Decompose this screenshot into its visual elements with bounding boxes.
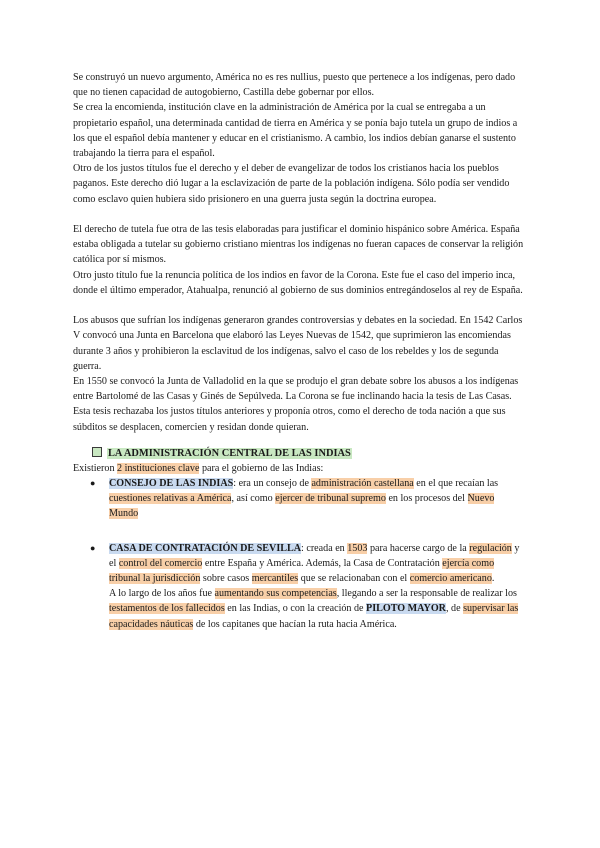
- section-intro-highlight: 2 instituciones clave: [117, 462, 200, 474]
- casa-text: , llegando a ser la responsable de realizar los: [336, 588, 517, 600]
- section-intro-post: para el gobierno de las Indias:: [199, 462, 324, 474]
- casa-name: CASA DE CONTRATACIÓN DE SEVILLA: [109, 542, 302, 554]
- bullet-icon: ●: [90, 478, 96, 489]
- casa-highlight: control del comercio: [118, 557, 203, 569]
- casa-text: y el: [109, 542, 520, 569]
- casa-highlight: regulación: [469, 542, 512, 554]
- consejo-text: en el que recaían las: [413, 478, 499, 490]
- section-heading-text: LA ADMINISTRACIÓN CENTRAL DE LAS INDIAS: [108, 447, 351, 459]
- section-heading: [92, 446, 525, 461]
- casa-text: que se relacionaban con el: [298, 573, 410, 585]
- consejo-text: : era un consejo de: [233, 478, 312, 490]
- list-item-consejo: [73, 476, 525, 522]
- paragraph-renuncia: Otro justo título fue la renuncia política de los indios en favor de la Corona. Este fue el caso del imperio inca, donde el último emperador, Atahualpa, renunció al gobierno de sus dominios entregándoselos al rey de España.: [73, 269, 523, 296]
- casa-highlight: testamentos de los fallecidos: [109, 603, 225, 615]
- casa-text: en las Indias, o con la creación de: [224, 603, 367, 615]
- casa-highlight: mercantiles: [251, 573, 299, 585]
- consejo-highlight: ejercer de tribunal supremo: [275, 493, 386, 505]
- casa-text: , de: [445, 603, 464, 615]
- paragraph-abusos: Los abusos que sufrían los indígenas generaron grandes controversias y debates en la sociedad. En 1542 Carlos V convocó una Junta en Barcelona que elaboró las Leyes Nuevas de 1542, que suprimieron las encomiendas durante 3 años y prohibieron la esclavitud de los indígenas, salvo el caso de los rebeldes y los de segunda guerra.: [73, 315, 523, 372]
- institutions-list: [73, 476, 525, 632]
- casa-paragraph-1: [109, 541, 525, 587]
- casa-text: para hacerse cargo de la: [367, 542, 470, 554]
- paragraph-valladolid: En 1550 se convocó la Junta de Valladolid en la que se produjo el gran debate sobre los abusos a los indígenas entre Bartolomé de las Casas y Ginés de Sepúlveda. La Corona se fue inclinando hacia la tesis de Las Casas. Esta tesis rechazaba los justos títulos anteriores y proponía otros, como el derecho de toda nación a que sus súbditos se desplacen, comercien y residan donde quieran.: [73, 376, 519, 433]
- casa-highlight: ejercía como tribunal la jurisdicción: [109, 557, 495, 585]
- casa-highlight: 1503: [347, 542, 368, 554]
- paragraph-gap: [73, 207, 525, 222]
- checkbox-square-icon: [92, 447, 102, 457]
- consejo-highlight: cuestiones relativas a América: [109, 493, 232, 505]
- paragraph-tutela: El derecho de tutela fue otra de las tesis elaboradas para justificar el dominio hispánico sobre América. España estaba obligada a tutelar su gobierno cristiano mientras los indígenas no fueran capaces de conservar la religión católica por sí mismos.: [73, 224, 524, 266]
- casa-highlight: comercio americano: [409, 573, 492, 585]
- consejo-highlight: administración castellana: [311, 478, 414, 490]
- casa-text: : creada en: [301, 542, 348, 554]
- consejo-text: , así como: [231, 493, 276, 505]
- casa-text: entre España y América. Además, la Casa de Contratación: [202, 557, 443, 569]
- piloto-mayor-term: PILOTO MAYOR: [366, 603, 446, 615]
- document-page: [73, 70, 525, 632]
- paragraph-encomienda: Se crea la encomienda, institución clave en la administración de América por la cual se entregaba a un propietario español, una determinada cantidad de tierra en América y se ponía bajo tutela un grupo de indios a los que el español debía mantener y educar en el cristianismo. A cambio, los indios debían ganarse el sustento trabajando la tierra para el español.: [73, 102, 518, 160]
- consejo-name: CONSEJO DE LAS INDIAS: [109, 478, 234, 490]
- section-intro: [73, 461, 525, 476]
- casa-text: .: [491, 573, 495, 585]
- section-intro-pre: Existieron: [73, 462, 118, 474]
- paragraph-gap: [73, 298, 525, 313]
- paragraph-res-nullius: Se construyó un nuevo argumento, América no es res nullius, puesto que pertenece a los indígenas, pero dado que no tienen capacidad de autogobierno, Castilla debe gobernar por ellos.: [73, 72, 516, 99]
- casa-text: sobre casos: [200, 573, 252, 585]
- list-item-casa: [73, 541, 525, 632]
- paragraph-evangelizar: Otro de los justos títulos fue el derecho y el deber de evangelizar de todos los cristianos hacia los pueblos paganos. Este derecho dió lugar a la esclavización de parte de la población indígena. Sólo podía ser vendido como esclavo quien hubiera sido prisionero en una guerra justa según la doctrina europea.: [73, 163, 510, 205]
- consejo-highlight: Nuevo Mundo: [109, 493, 495, 520]
- casa-highlight: aumentando sus competencias: [214, 588, 337, 600]
- consejo-text: en los procesos del: [385, 493, 468, 505]
- casa-highlight: supervisar las capacidades náuticas: [109, 603, 519, 630]
- bullet-icon: ●: [90, 542, 96, 553]
- casa-paragraph-2: [109, 586, 525, 632]
- casa-text: de los capitanes que hacían la ruta hacia América.: [193, 618, 397, 630]
- casa-text: A lo largo de los años fue: [109, 588, 215, 600]
